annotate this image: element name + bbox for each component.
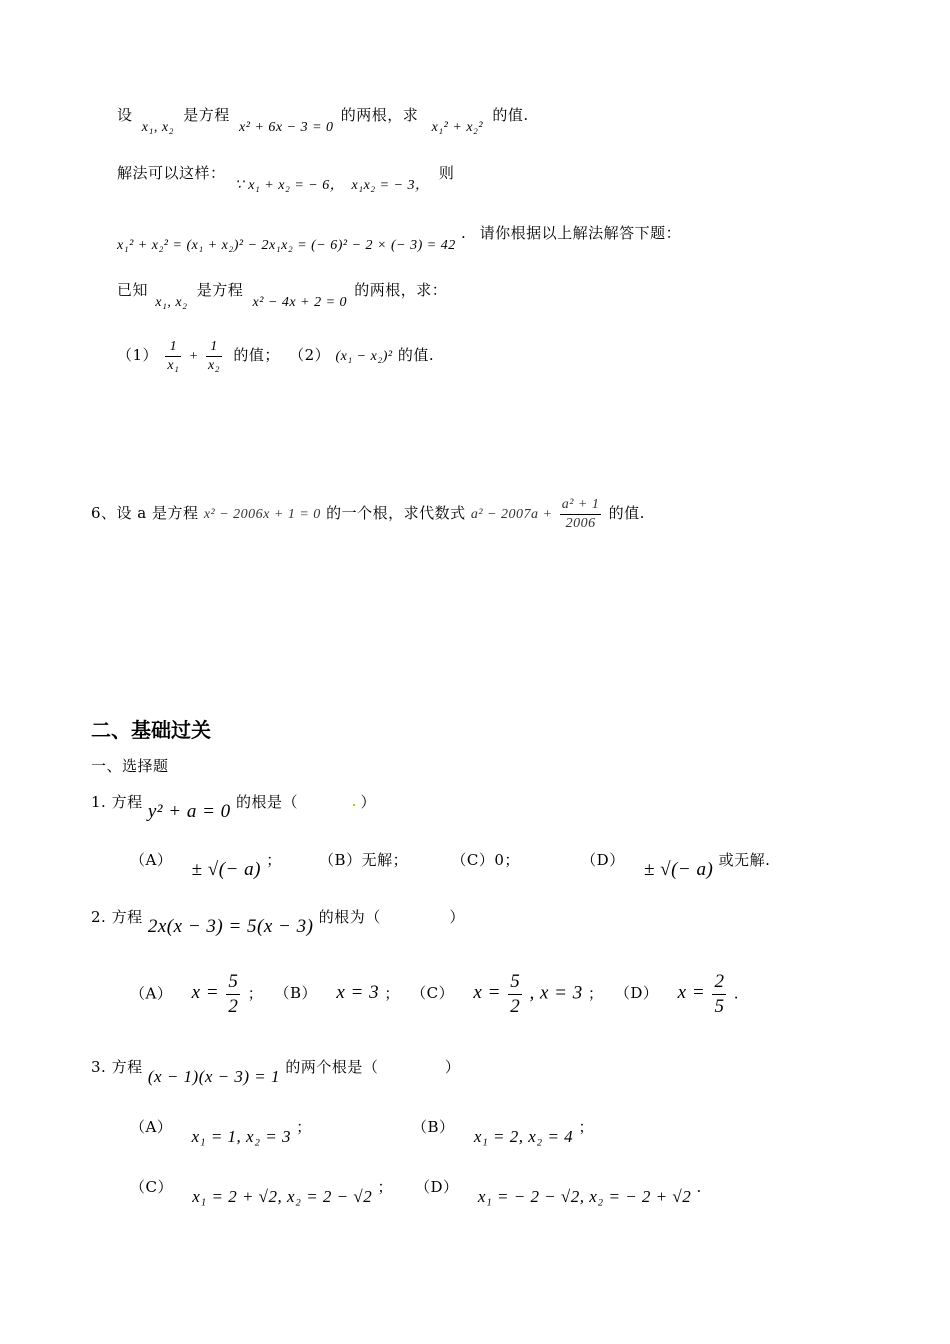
text-period: . — [461, 224, 467, 242]
q2-sep-c: ； — [588, 984, 604, 1003]
q2-sep-b: ； — [384, 984, 400, 1003]
derivation-formula: x₁² + x₂² = (x₁ + x₂)² − 2x₁x₂ = (− 6)² − 2 × (− 3) = 42 — [117, 238, 456, 253]
frac-den: 2 — [228, 995, 239, 1017]
q1-close: ） — [360, 793, 377, 811]
q3-option-d-label: （D） — [415, 1178, 459, 1196]
q3-option-a — [130, 1116, 312, 1146]
text-value-q2: 的值. — [397, 346, 435, 364]
frac-den: 5 — [714, 995, 725, 1017]
problem-6-mid: 的一个根，求代数式 — [326, 504, 466, 522]
q2-option-a-label: （A） — [130, 984, 173, 1003]
q3-option-c-value: x₁ = 2 + √2, x₂ = 2 − √2 — [192, 1187, 373, 1206]
frac-num: 1 — [206, 338, 222, 357]
problem-6-prefix: 6、设 a 是方程 — [91, 504, 199, 522]
roots-x1-x2-b: x₁, x₂ — [155, 295, 188, 310]
text-is-equation-b: 是方程 — [196, 281, 244, 299]
q3-close: ） — [444, 1058, 461, 1076]
product-relation: x₁x₂ = − 3， — [351, 178, 430, 193]
frac-den: 2 — [510, 995, 521, 1017]
q2-prefix: 2. 方程 — [91, 908, 143, 926]
problem-6 — [91, 496, 645, 532]
q3-option-b — [412, 1116, 594, 1146]
q3-option-a-sep: ； — [296, 1118, 312, 1136]
q2-option-b-label: （B） — [274, 984, 318, 1003]
sum-relation: ∵ x₁ + x₂ = − 6， — [234, 178, 345, 193]
text-she: 设 — [117, 106, 133, 124]
q2-option-d-label: （D） — [614, 984, 659, 1003]
frac-num: 1 — [165, 338, 181, 357]
frac-num: 5 — [226, 970, 240, 995]
example-line-1 — [117, 104, 529, 135]
equation-2: x² − 4x + 2 = 0 — [252, 295, 348, 310]
q3-option-b-label: （B） — [412, 1118, 455, 1136]
q1-equation: y² + a = 0 — [147, 801, 231, 822]
q2-option-b-value: x = 3 — [336, 982, 380, 1004]
roots-x1-x2: x₁, x₂ — [141, 120, 174, 135]
q2-option-a-var: x = — [191, 982, 220, 1004]
example-questions — [117, 338, 434, 374]
text-instruction: 请你根据以上解法解答下题： — [479, 224, 682, 242]
question-1 — [91, 791, 377, 822]
q3-option-a-label: （A） — [130, 1118, 173, 1136]
example-line-2 — [117, 162, 455, 193]
diff-squared: (x₁ − x₂)² — [335, 349, 393, 364]
q2-close: ） — [449, 908, 465, 926]
q1-option-a-sep: ； — [266, 851, 282, 869]
text-solution-method: 解法可以这样： — [117, 164, 226, 182]
q1-option-d-label: （D） — [581, 851, 625, 869]
q2-option-c-var: x = — [473, 982, 501, 1004]
frac-den: 2006 — [565, 515, 596, 531]
q3-option-c-sep: ； — [377, 1178, 394, 1196]
q2-mid: 的根为（ — [318, 908, 381, 926]
q1-option-b: （B）无解； — [319, 851, 409, 869]
text-known: 已知 — [117, 281, 149, 299]
q2-option-d-fraction — [712, 970, 726, 1019]
q1-prefix: 1. 方程 — [91, 793, 143, 811]
q3-equation: (x − 1)(x − 3) = 1 — [147, 1067, 281, 1086]
problem-6-equation: x² − 2006x + 1 = 0 — [203, 507, 321, 522]
q3-option-d-value: x₁ = − 2 − √2, x₂ = − 2 + √2 — [477, 1187, 692, 1206]
example-line-3 — [117, 222, 682, 253]
frac-num: 5 — [508, 970, 522, 995]
q3-option-c-label: （C） — [130, 1178, 173, 1196]
q1-option-d-end: 或无解. — [718, 851, 771, 869]
label-q2: （2） — [289, 346, 331, 364]
text-value: 的值. — [492, 106, 529, 124]
q2-sep-a: ； — [247, 984, 264, 1003]
q1-option-d-value: ± √(− a) — [643, 859, 714, 880]
question-2 — [91, 906, 465, 937]
sum-of-squares: x₁² + x₂² — [431, 120, 484, 135]
text-is-equation: 是方程 — [183, 106, 230, 124]
text-two-roots-find: 的两根，求： — [354, 281, 448, 299]
q1-mid: 的根是（ — [235, 793, 298, 811]
frac-den: x₂ — [207, 357, 221, 373]
q3-option-d-end: . — [696, 1178, 702, 1196]
q3-option-b-sep: ； — [578, 1118, 594, 1136]
label-q1: （1） — [117, 346, 159, 364]
equation-1: x² + 6x − 3 = 0 — [239, 120, 334, 135]
q2-equation: 2x(x − 3) = 5(x − 3) — [147, 916, 314, 937]
q3-prefix: 3. 方程 — [91, 1058, 143, 1076]
frac-den: x₁ — [167, 357, 180, 373]
section-title: 二、基础过关 — [91, 718, 211, 742]
problem-6-expr: a² − 2007a + — [470, 507, 553, 522]
q1-option-c: （C）0； — [451, 851, 520, 869]
frac-num: a² + 1 — [560, 496, 602, 515]
question-3 — [91, 1056, 461, 1086]
q3-option-d — [415, 1176, 702, 1206]
q1-option-a-label: （A） — [130, 851, 173, 869]
q2-option-d-var: x = — [677, 982, 706, 1004]
q1-option-a-value: ± √(− a) — [191, 859, 261, 880]
text-then: 则 — [438, 164, 455, 182]
q3-option-b-value: x₁ = 2, x₂ = 4 — [473, 1127, 574, 1146]
section-subtitle: 一、选择题 — [91, 757, 169, 775]
text-value-q1: 的值； — [233, 346, 280, 364]
text-two-roots: 的两根，求 — [340, 106, 419, 124]
problem-6-fraction — [560, 496, 602, 532]
problem-6-end: 的值. — [608, 504, 645, 522]
fraction-1-over-x2 — [206, 338, 222, 374]
q3-option-c — [130, 1176, 394, 1206]
example-line-4 — [117, 279, 448, 310]
q1-answer-blank[interactable] — [303, 793, 355, 811]
q2-option-c-fraction — [508, 970, 522, 1019]
q2-option-a-fraction — [226, 970, 240, 1019]
plus-sign: + — [188, 349, 199, 364]
frac-num: 2 — [712, 970, 726, 995]
q3-mid: 的两个根是（ — [285, 1058, 379, 1076]
q1-options — [130, 849, 771, 880]
fraction-1-over-x1 — [165, 338, 181, 374]
mark-dot — [353, 804, 355, 806]
q2-option-d-end: . — [733, 984, 740, 1003]
q2-options — [130, 970, 739, 1019]
q2-option-c-label: （C） — [411, 984, 455, 1003]
q2-option-c-rest: , x = 3 — [529, 982, 583, 1004]
q3-option-a-value: x₁ = 1, x₂ = 3 — [191, 1127, 291, 1146]
